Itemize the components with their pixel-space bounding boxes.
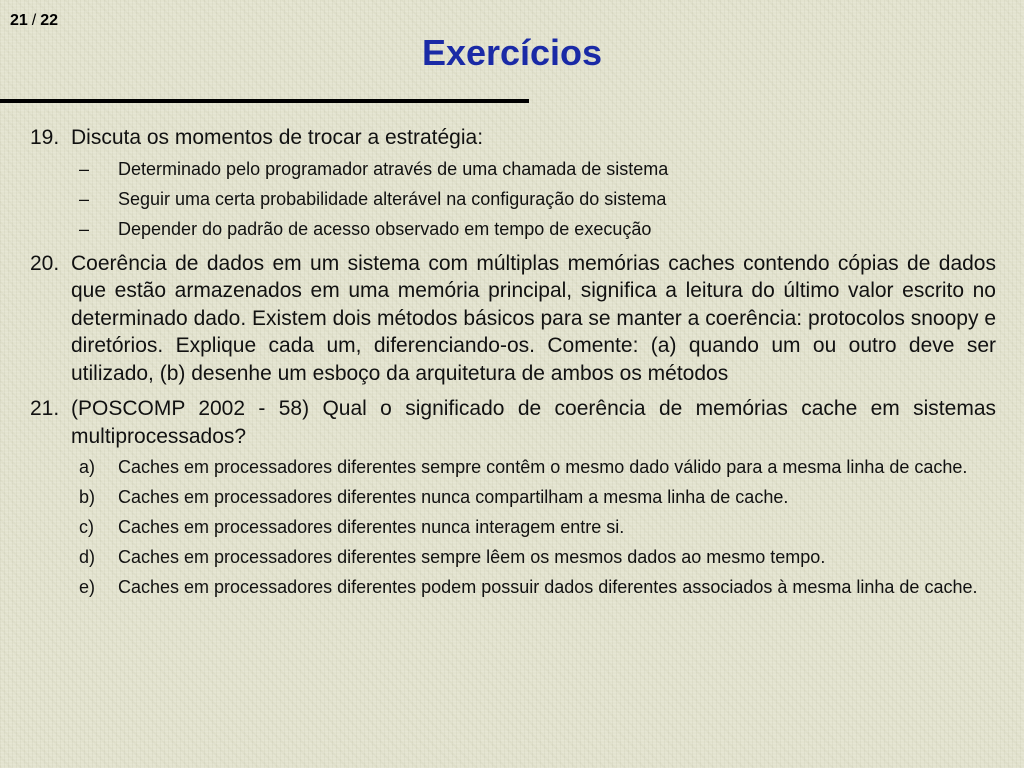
question-19-list [79,156,996,242]
question-21 [30,395,996,600]
option-d [79,544,996,570]
question-20-text: Coerência de dados em um sistema com múltiplas memórias caches contendo cópias de dados que estão armazenados em uma memória principal, significa a leitura do último valor escrito no determinado dado. Existem dois métodos básicos para se manter a coerência: protocolos snoopy e diretórios. Explique cada um, diferenciando-os. Comente: (a) quando um ou outro deve ser utilizado, (b) desenhe um esboço da arquitetura de ambos os métodos [71,251,996,385]
option-marker: a) [79,457,96,477]
option-marker: c) [79,517,94,537]
question-21-line [30,395,996,450]
option-text: Caches em processadores diferentes sempre contêm o mesmo dado válido para a mesma linha de cache. [118,457,968,477]
page-separator: / [31,12,37,29]
option-text: Caches em processadores diferentes podem possuir dados diferentes associados à mesma linha de cache. [118,577,978,597]
option-text: Caches em processadores diferentes nunca compartilham a mesma linha de cache. [118,487,789,507]
list-item-text: Depender do padrão de acesso observado em tempo de execução [118,218,652,239]
page-total: 22 [40,12,59,29]
option-text: Caches em processadores diferentes nunca interagem entre si. [118,517,625,537]
option-e [79,574,996,600]
dash-marker: – [79,218,90,239]
list-item-text: Seguir uma certa probabilidade alterável na configuração do sistema [118,188,667,209]
option-text: Caches em processadores diferentes sempre lêem os mesmos dados ao mesmo tempo. [118,547,826,567]
page-number [10,12,58,30]
title-divider [0,99,529,103]
option-c [79,514,996,540]
question-20-line [30,250,996,388]
slide-title: Exercícios [421,32,603,73]
question-19-text: Discuta os momentos de trocar a estratégia: [71,126,484,149]
list-item [79,156,996,182]
question-19 [30,124,996,242]
option-marker: e) [79,577,96,597]
option-a [79,454,996,480]
question-21-number: 21. [30,397,60,420]
question-21-text: (POSCOMP 2002 - 58) Qual o significado de coerência de memórias cache em sistemas multiprocessados? [71,397,996,448]
question-19-number: 19. [30,126,60,149]
option-marker: d) [79,547,96,567]
slide-content [30,124,996,608]
dash-marker: – [79,158,90,179]
option-marker: b) [79,487,96,507]
question-20 [30,250,996,388]
dash-marker: – [79,188,90,209]
page-current: 21 [10,12,28,29]
list-item [79,186,996,212]
list-item-text: Determinado pelo programador através de uma chamada de sistema [118,158,669,179]
list-item [79,216,996,242]
question-19-line [30,124,996,152]
question-20-number: 20. [30,251,60,275]
option-b [79,484,996,510]
question-21-options [79,454,996,600]
